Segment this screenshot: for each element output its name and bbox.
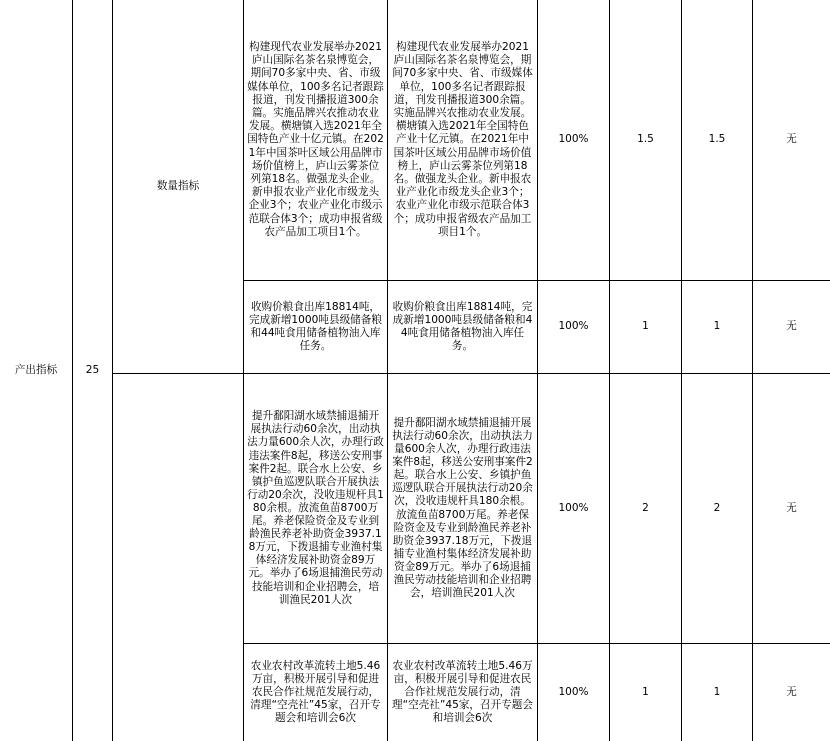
note-value: 无 bbox=[786, 320, 797, 333]
rate-value: 100% bbox=[558, 685, 589, 698]
table-row-1-note bbox=[753, 0, 830, 280]
table-row-1-score-a bbox=[610, 0, 681, 280]
table-row-3-score-a bbox=[610, 374, 681, 643]
planned-text: 构建现代农业发展举办2021庐山国际名茶名泉博览会，期间70多家中央、省、市级媒体单位，100多名记者跟踪报道，刊发刊播报道300余篇。实施品牌兴农推动农业发展。横塘镇入选2021年全国特色产业十亿元镇。在2021年中国茶叶区域公用品牌市场价值榜上，庐山云雾茶位列第18名。做强龙头企业。新申报农业产业化市级龙头企业3个；农业产业化市级示范联合体3个；成功申报省级农产品加工项目1个。 bbox=[247, 40, 384, 238]
table-row-4-rate bbox=[538, 644, 609, 741]
actual-text: 构建现代农业发展举办2021庐山国际名茶名泉博览会，期间70多家中央、省、市级媒体单位，100多名记者跟踪报道，刊发刊播报道300余篇。实施品牌兴农推动农业发展。横塘镇入选2021年全国特色产业十亿元镇。在2021年中国茶叶区域公用品牌市场价值榜上，庐山云雾茶位列第18名。做强龙头企业。新申报农业产业化市级龙头企业3个；农业产业化市级示范联合体3个；成功申报省级农产品加工项目1个。 bbox=[392, 40, 533, 238]
table-row-2-score-a bbox=[610, 281, 681, 373]
table-row-3-rate bbox=[538, 374, 609, 643]
planned-text: 农业农村改革流转土地5.46万亩，积极开展引导和促进农民合作社规范发展行动，清理“空壳社”45家，召开专题会和培训会6次 bbox=[250, 659, 381, 725]
note-value: 无 bbox=[786, 133, 797, 146]
table-row-4-note bbox=[753, 644, 830, 741]
rate-value: 100% bbox=[558, 133, 589, 146]
actual-text: 收购价粮食出库18814吨，完成新增1000吨县级储备粮和44吨食用储备植物油入库任务。 bbox=[392, 300, 533, 353]
note-value: 无 bbox=[786, 685, 797, 698]
rate-value: 100% bbox=[558, 320, 589, 333]
score-a-value: 1.5 bbox=[637, 133, 654, 146]
category-cell bbox=[0, 0, 72, 741]
note-value: 无 bbox=[786, 501, 797, 514]
weight-value: 25 bbox=[85, 363, 100, 376]
planned-text: 提升鄱阳湖水域禁捕退捕开展执法行动60余次，出动执法力量600余人次，办理行政违法案件8起，移送公安刑事案件2起。联合水上公安、乡镇护鱼巡逻队联合开展执法行动20余次，没收违规杆具180余根。放流鱼苗8700万尾。养老保险资金及专业到龄渔民养老补助资金3937.18万元，下拨退捕专业渔村集体经济发展补助资金89万元。举办了6场退捕渔民劳动技能培训和企业招聘会，培训渔民201人次 bbox=[247, 410, 384, 606]
score-b-value: 1 bbox=[713, 320, 721, 333]
table-row-2-note bbox=[753, 281, 830, 373]
score-b-value: 1.5 bbox=[708, 133, 726, 146]
table-row-3-score-b bbox=[682, 374, 752, 643]
rate-value: 100% bbox=[558, 501, 589, 514]
score-a-value: 1 bbox=[642, 320, 649, 333]
table-row-2-score-b bbox=[682, 281, 752, 373]
table-row-1-rate bbox=[538, 0, 609, 280]
planned-text: 收购价粮食出库18814吨，完成新增1000吨县级储备粮和44吨食用储备植物油入库任务。 bbox=[249, 300, 382, 353]
table-row-3-actual bbox=[388, 374, 537, 643]
category-label: 产出指标 bbox=[14, 363, 58, 376]
table-row-4-score-a bbox=[610, 644, 681, 741]
table-row-1-actual bbox=[388, 0, 537, 280]
table-row-4-score-b bbox=[682, 644, 752, 741]
score-b-value: 2 bbox=[713, 501, 721, 514]
score-a-value: 1 bbox=[642, 685, 649, 698]
table-row-2-rate bbox=[538, 281, 609, 373]
table-row-2-planned bbox=[244, 281, 387, 373]
table-row-2-actual bbox=[388, 281, 537, 373]
table-row-3-planned bbox=[244, 374, 387, 643]
table-row-1-score-b bbox=[682, 0, 752, 280]
indicator-type-cell bbox=[113, 0, 243, 373]
table-row-3-note bbox=[753, 374, 830, 643]
score-a-value: 2 bbox=[642, 501, 649, 514]
indicator-type-label: 数量指标 bbox=[156, 179, 200, 192]
actual-text: 提升鄱阳湖水域禁捕退捕开展执法行动60余次，出动执法力量600余人次，办理行政违法案件8起，移送公安刑事案件2起。联合水上公安、乡镇护鱼巡逻队联合开展执法行动20余次，没收违规杆具180余根。放流鱼苗8700万尾。养老保险资金及专业到龄渔民养老补助资金3937.18万元，下拨退捕专业渔村集体经济发展补助资金89万元。举办了6场退捕渔民劳动技能培训和企业招聘会，培训渔民201人次 bbox=[392, 416, 533, 600]
score-b-value: 1 bbox=[713, 685, 721, 698]
weight-cell bbox=[73, 0, 112, 741]
table-row-4-planned bbox=[244, 644, 387, 741]
table-row-1-planned bbox=[244, 0, 387, 280]
table-row-4-actual bbox=[388, 644, 537, 741]
actual-text: 农业农村改革流转土地5.46万亩，积极开展引导和促进农民合作社规范发展行动，清理“空壳社”45家，召开专题会和培训会6次 bbox=[392, 659, 533, 725]
